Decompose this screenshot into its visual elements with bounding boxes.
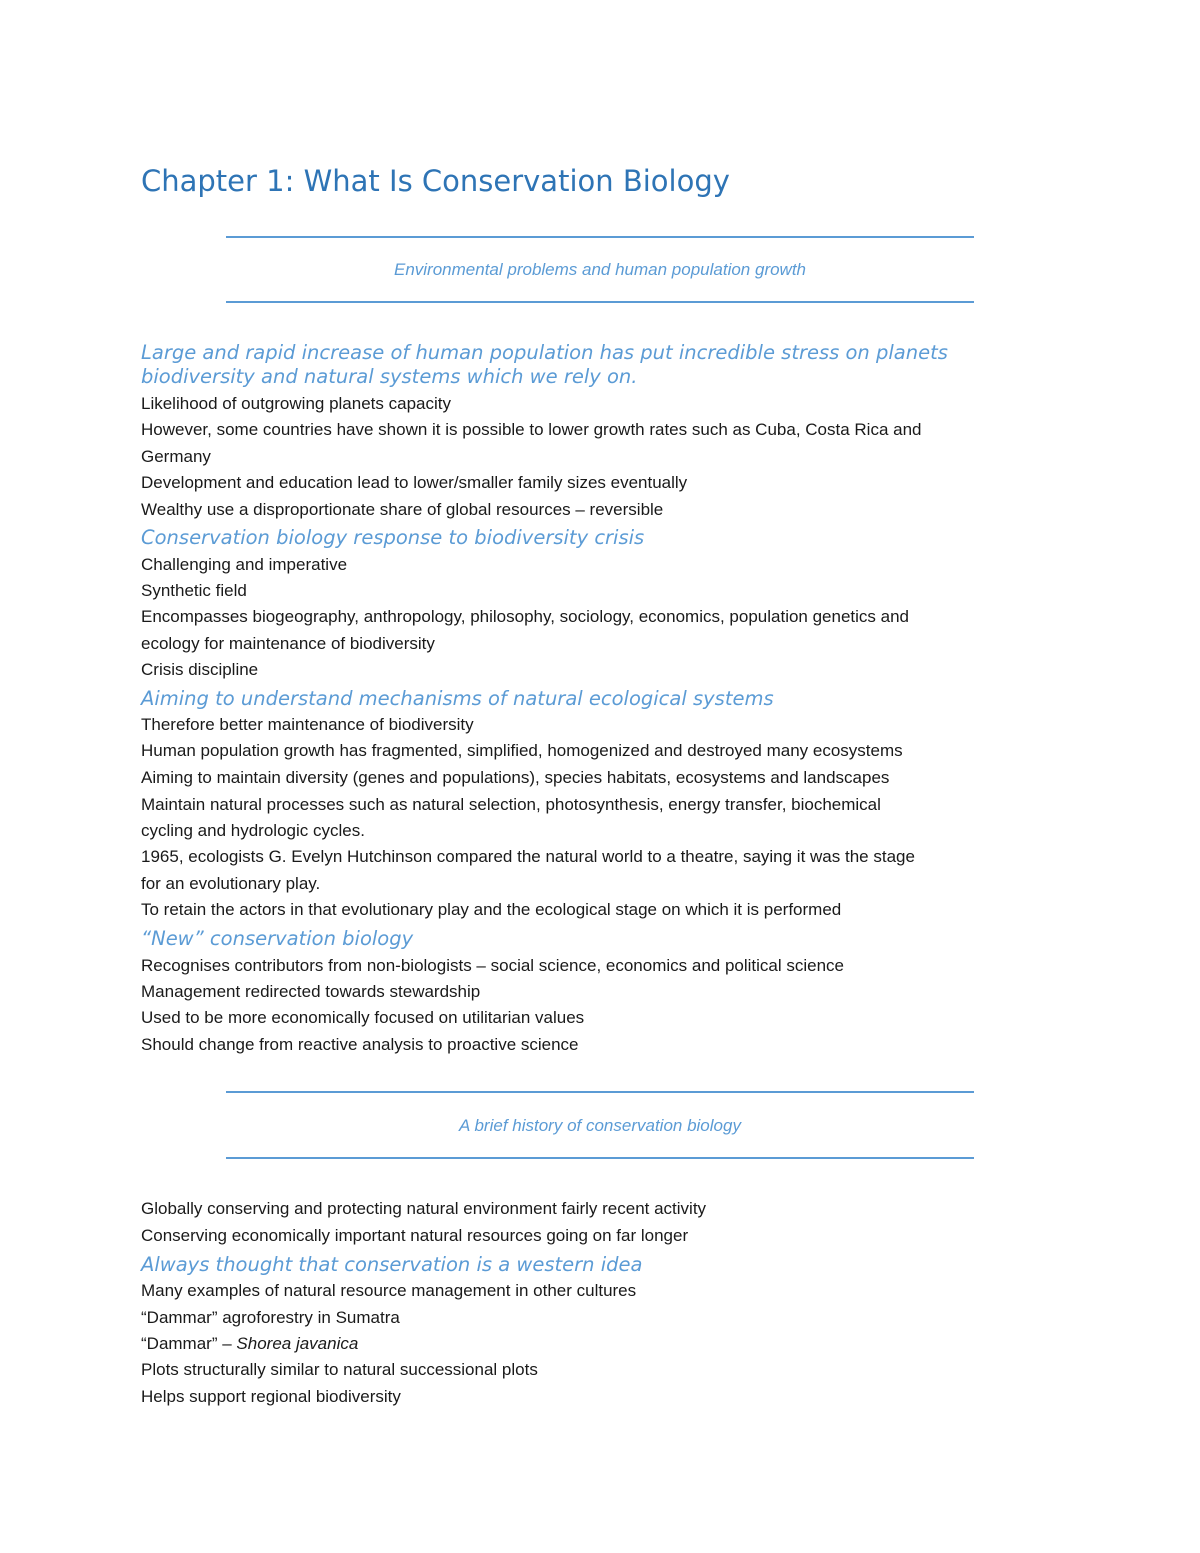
body-line: Helps support regional biodiversity — [141, 1387, 401, 1406]
body-line: Many examples of natural resource management in other cultures — [141, 1281, 637, 1300]
body-line: To retain the actors in that evolutionary play and the ecological stage on which it is performed — [141, 900, 842, 919]
body-line: Used to be more economically focused on utilitarian values — [141, 1008, 585, 1027]
body-line: Human population growth has fragmented, simplified, homogenized and destroyed many ecosystems — [141, 741, 903, 760]
dammar-prefix: “Dammar” – — [141, 1334, 237, 1353]
quote-rule-top — [226, 236, 974, 238]
body-line: However, some countries have shown it is possible to lower growth rates such as Cuba, Costa Rica and — [141, 420, 922, 439]
body-line: Germany — [141, 447, 211, 466]
body-line: Should change from reactive analysis to proactive science — [141, 1035, 579, 1054]
section-heading — [141, 341, 948, 389]
body-line: for an evolutionary play. — [141, 874, 321, 893]
body-line: Challenging and imperative — [141, 555, 348, 574]
body-line: Therefore better maintenance of biodiversity — [141, 715, 474, 734]
body-line: “Dammar” agroforestry in Sumatra — [141, 1308, 400, 1327]
body-line: Management redirected towards stewardship — [141, 982, 481, 1001]
body-line: Synthetic field — [141, 581, 247, 600]
body-line: Recognises contributors from non-biologists – social science, economics and political science — [141, 956, 845, 975]
body-line: Conserving economically important natural resources going on far longer — [141, 1226, 689, 1245]
body-line: Aiming to maintain diversity (genes and populations), species habitats, ecosystems and landscapes — [141, 768, 890, 787]
section-heading: Conservation biology response to biodiversity crisis — [141, 526, 645, 549]
heading-line: biodiversity and natural systems which we rely on. — [141, 365, 638, 388]
quote-rule-bottom — [226, 1157, 974, 1159]
body-line: ecology for maintenance of biodiversity — [141, 634, 435, 653]
body-line: Encompasses biogeography, anthropology, philosophy, sociology, economics, population genetics and — [141, 607, 910, 626]
body-line: Plots structurally similar to natural successional plots — [141, 1360, 538, 1379]
section-quote-environmental: Environmental problems and human population growth — [393, 260, 807, 279]
quote-rule-bottom — [226, 301, 974, 303]
body-line-dammar — [141, 1333, 358, 1355]
body-line: cycling and hydrologic cycles. — [141, 821, 365, 840]
body-line: Development and education lead to lower/smaller family sizes eventually — [141, 473, 688, 492]
body-line: Wealthy use a disproportionate share of global resources – reversible — [141, 500, 664, 519]
heading-line: Large and rapid increase of human population has put incredible stress on planets — [141, 341, 948, 364]
page-title: Chapter 1: What Is Conservation Biology — [141, 164, 730, 198]
quote-rule-top — [226, 1091, 974, 1093]
body-line: Globally conserving and protecting natural environment fairly recent activity — [141, 1199, 707, 1218]
section-heading: Aiming to understand mechanisms of natural ecological systems — [141, 687, 774, 710]
section-quote-history: A brief history of conservation biology — [459, 1116, 741, 1135]
body-line: 1965, ecologists G. Evelyn Hutchinson compared the natural world to a theatre, saying it was the stage — [141, 847, 915, 866]
body-line: Crisis discipline — [141, 660, 259, 679]
section-heading: “New” conservation biology — [141, 927, 414, 950]
section-heading: Always thought that conservation is a western idea — [141, 1253, 643, 1276]
body-line: Likelihood of outgrowing planets capacity — [141, 394, 451, 413]
species-name: Shorea javanica — [236, 1334, 359, 1353]
body-line: Maintain natural processes such as natural selection, photosynthesis, energy transfer, biochemical — [141, 795, 881, 814]
